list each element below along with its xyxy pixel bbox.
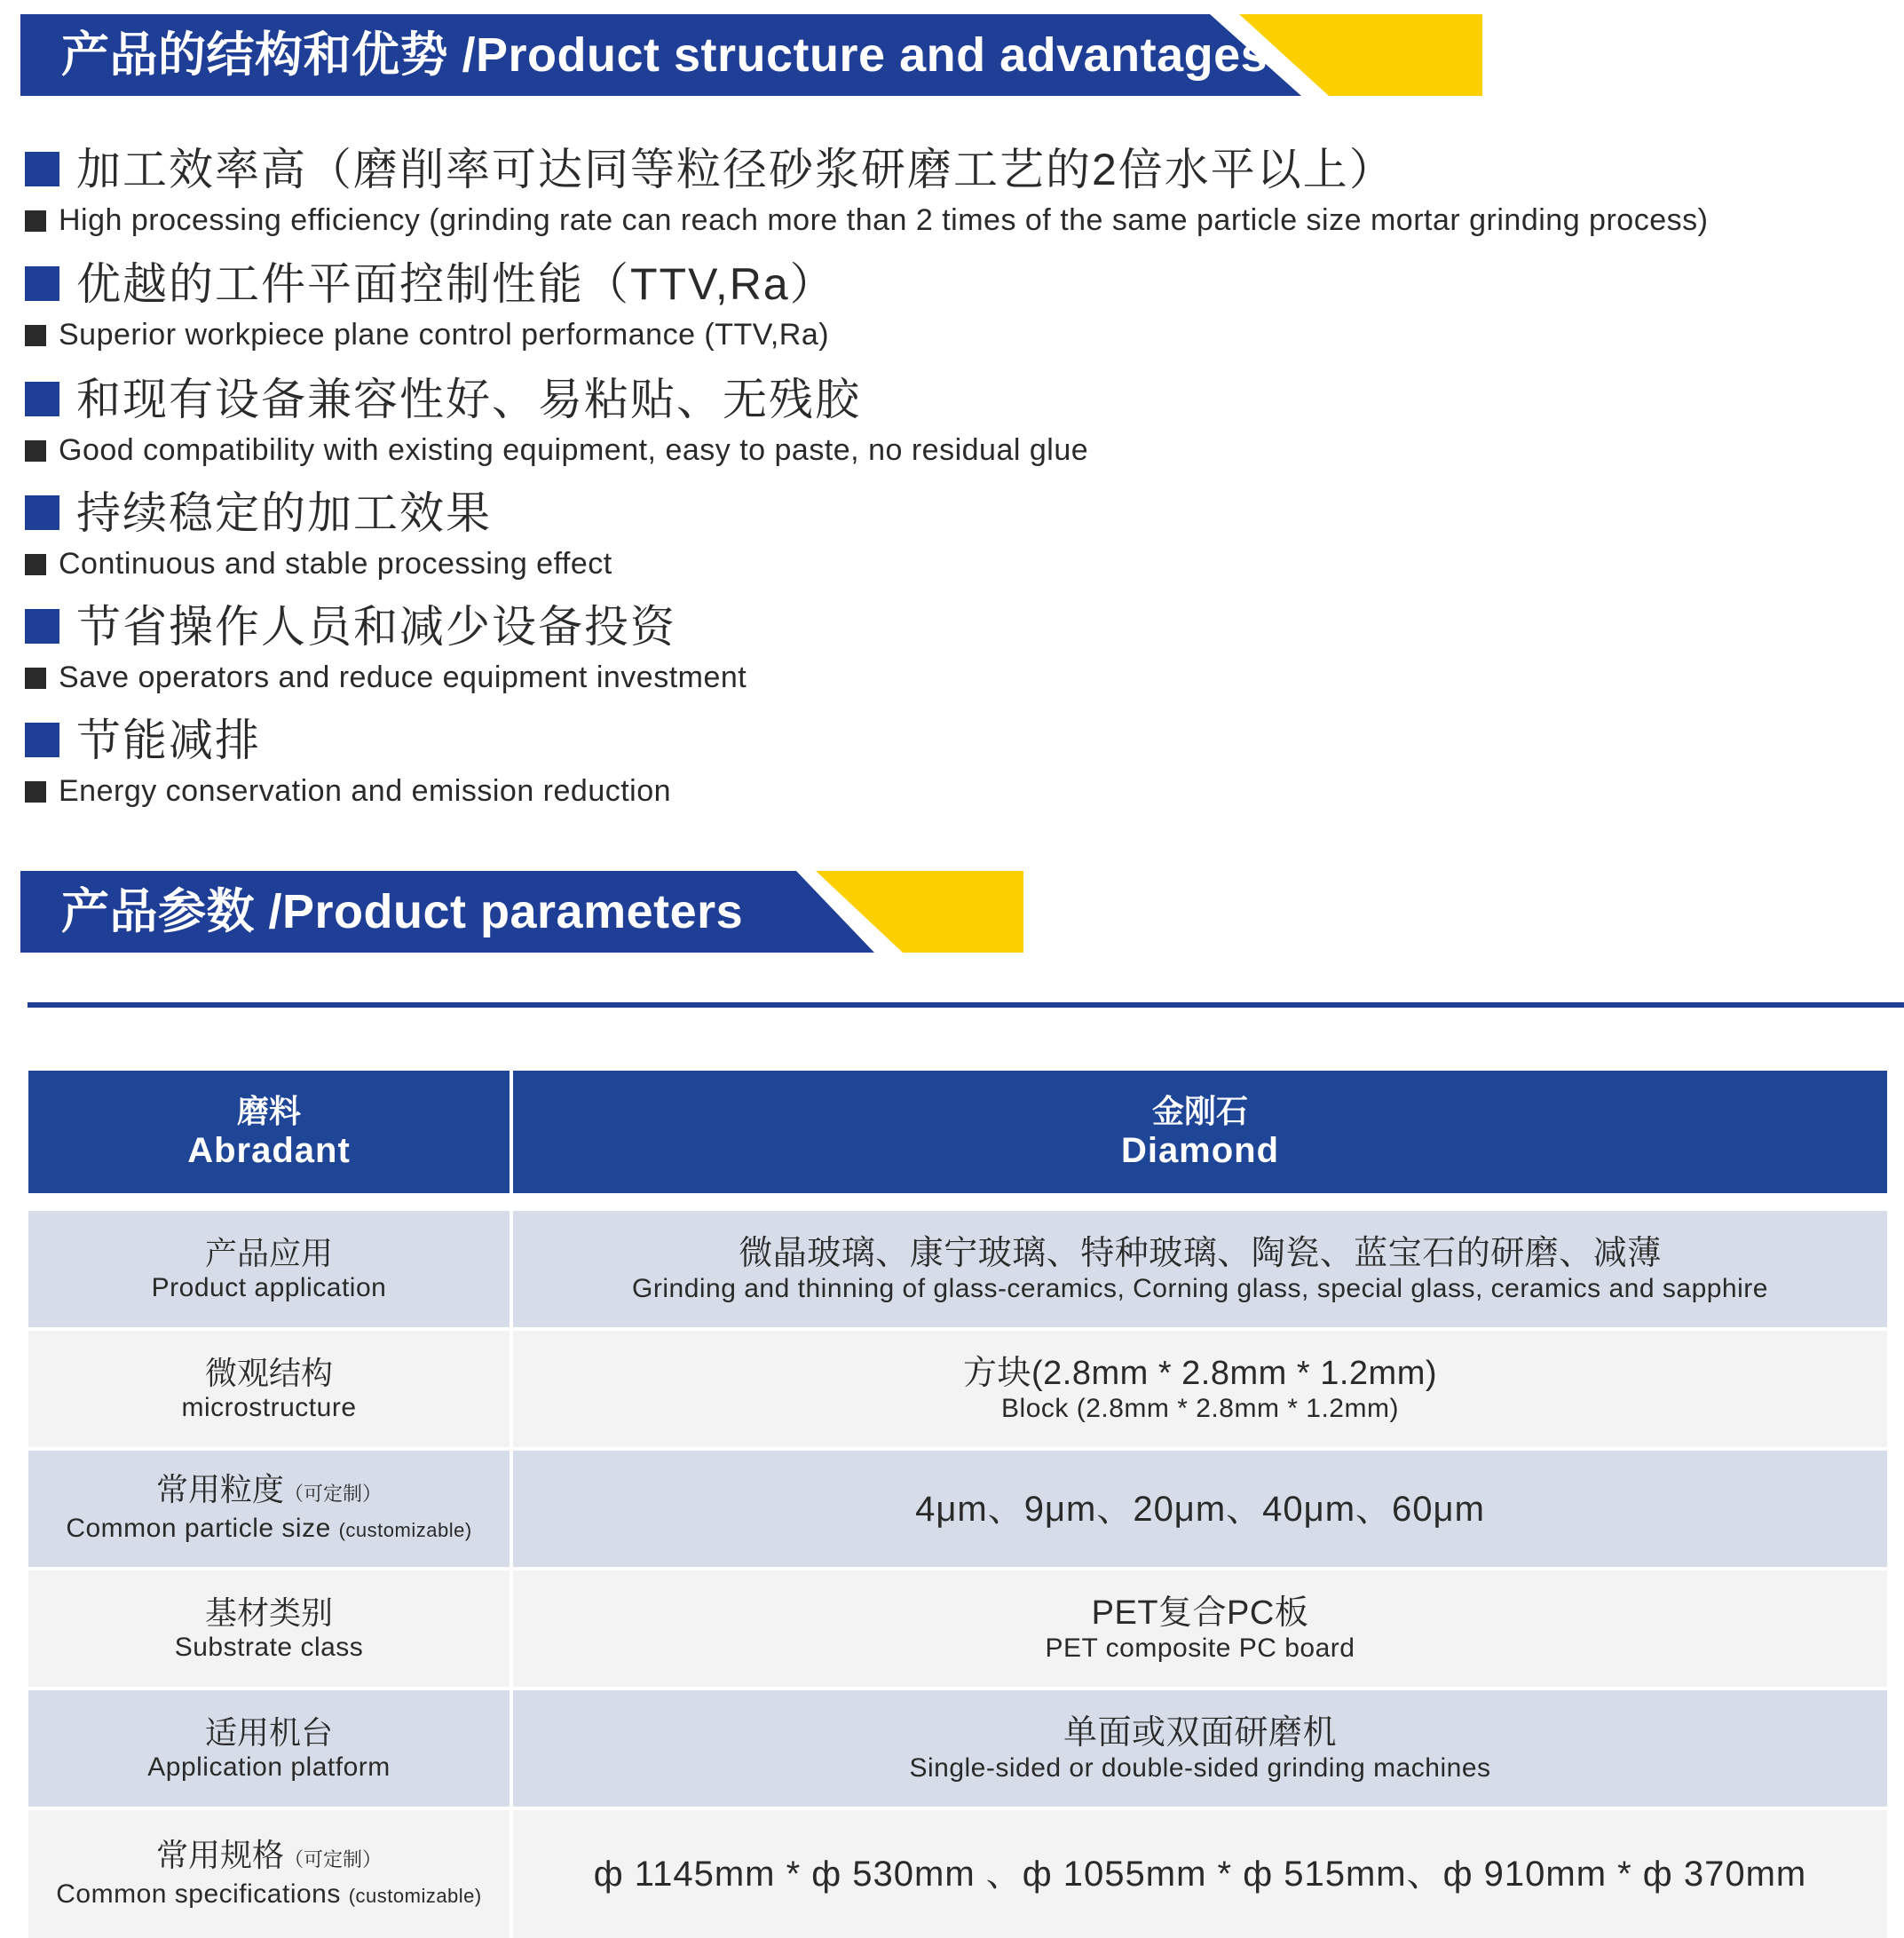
header-value-cell [513,1071,1887,1193]
feature-cn: 节省操作人员和减少设备投资 [76,602,676,652]
header-key-en: Abradant [187,1131,351,1170]
row-key-cn: 微观结构 [204,1354,333,1391]
row-key-en: microstructure [181,1392,357,1422]
table-row [28,1211,1887,1327]
table-row [28,1331,1887,1447]
row-key-en: Product application [151,1272,387,1302]
customizable-note-en: (customizable) [338,1519,472,1541]
feature-item [25,253,836,354]
row-value-cell [513,1810,1887,1938]
feature-cn: 优越的工件平面控制性能（TTV,Ra） [76,259,836,309]
header-value-cn: 金刚石 [1151,1093,1248,1129]
row-value: 4μm、9μm、20μm、40μm、60μm [915,1489,1485,1529]
bullet-square-icon [25,723,59,757]
row-key-cn: 常用粒度 [155,1471,284,1507]
feature-item [25,709,671,811]
row-value-cell [513,1570,1887,1687]
feature-cn: 加工效率高（磨削率可达同等粒径砂浆研磨工艺的2倍水平以上） [76,145,1395,194]
row-key-cn: 常用规格 [155,1836,284,1873]
section-banner-parameters [20,871,1023,953]
row-key-cn: 产品应用 [204,1234,333,1271]
row-key-cell [28,1211,510,1327]
row-key-cell [28,1810,510,1938]
row-value-en: Block (2.8mm * 2.8mm * 1.2mm) [1001,1393,1399,1423]
bullet-square-icon [25,210,46,232]
feature-en: Superior workpiece plane control performance (TTV,Ra) [59,318,830,352]
row-key-en: Substrate class [174,1632,364,1662]
row-key-en: Application platform [147,1752,391,1782]
bullet-square-icon [25,609,59,644]
bullet-square-icon [25,668,46,689]
header-key-cell [28,1071,510,1193]
header-value-en: Diamond [1120,1131,1280,1170]
row-value-cell [513,1451,1887,1567]
feature-cn: 持续稳定的加工效果 [76,488,492,538]
feature-item [25,482,612,583]
row-value-en: Single-sided or double-sided grinding machines [909,1752,1491,1783]
row-key-en: Common specifications [56,1879,341,1909]
bullet-square-icon [25,325,46,346]
feature-item [25,138,1708,240]
row-value-cn: 单面或双面研磨机 [1063,1713,1337,1752]
bullet-square-icon [25,152,59,186]
customizable-note-cn: （可定制） [284,1483,383,1505]
row-key-cell [28,1331,510,1447]
feature-item [25,596,747,697]
table-row [28,1690,1887,1807]
section-title: 产品的结构和优势 /Product structure and advantages [61,28,1268,82]
row-value-en: PET composite PC board [1045,1633,1355,1663]
header-key-cn: 磨料 [236,1093,301,1129]
feature-en: High processing efficiency (grinding rate can reach more than 2 times of the same particle size mortar grinding process) [59,203,1709,237]
bullet-square-icon [25,554,46,575]
feature-en: Good compatibility with existing equipment, easy to paste, no residual glue [59,433,1089,467]
row-key-cn: 适用机台 [204,1713,333,1751]
bullet-square-icon [25,781,46,803]
table-header-row [28,1071,1887,1193]
row-value: ф 1145mm * ф 530mm 、ф 1055mm * ф 515mm、ф 910mm * ф 370mm [593,1855,1807,1894]
bullet-square-icon [25,382,59,416]
feature-item [25,368,1088,470]
feature-cn: 和现有设备兼容性好、易粘贴、无残胶 [76,375,861,424]
table-row [28,1451,1887,1567]
section-title: 产品参数 /Product parameters [61,885,744,938]
table-row [28,1810,1887,1938]
feature-en: Save operators and reduce equipment investment [59,661,747,694]
row-key-cn: 基材类别 [204,1594,333,1631]
bullet-square-icon [25,266,59,301]
divider-line [28,1002,1904,1008]
row-key-cell [28,1570,510,1687]
feature-cn: 节能减排 [76,716,261,765]
section-banner-structure [20,14,1482,96]
row-value-cn: 微晶玻璃、康宁玻璃、特种玻璃、陶瓷、蓝宝石的研磨、减薄 [739,1234,1662,1272]
bullet-square-icon [25,440,46,462]
row-value-en: Grinding and thinning of glass-ceramics, Corning glass, special glass, ceramics and sapphire [632,1273,1768,1303]
table-row [28,1570,1887,1687]
row-value-cell [513,1690,1887,1807]
bullet-square-icon [25,495,59,530]
row-value-cell [513,1331,1887,1447]
customizable-note-cn: （可定制） [284,1847,383,1871]
row-value-cn: PET复合PC板 [1091,1594,1309,1632]
row-key-en: Common particle size [66,1514,331,1543]
row-key-cell [28,1451,510,1567]
row-key-cell [28,1690,510,1807]
feature-en: Energy conservation and emission reduction [59,774,672,808]
customizable-note-en: (customizable) [348,1884,482,1907]
row-value-cell [513,1211,1887,1327]
row-value-cn: 方块(2.8mm * 2.8mm * 1.2mm) [962,1354,1438,1392]
feature-en: Continuous and stable processing effect [59,547,612,581]
